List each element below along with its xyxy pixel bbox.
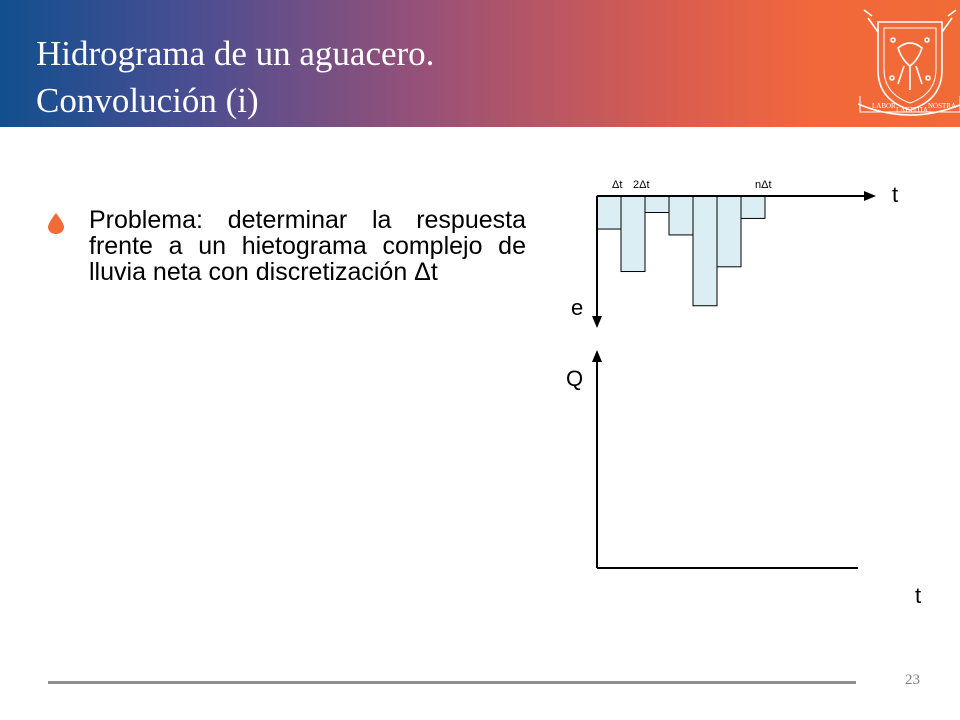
drop-bullet-icon (46, 212, 66, 234)
discharge-axis-arrowhead (592, 350, 602, 362)
crest-motto-3: NOSTRA (928, 102, 957, 110)
bullet-item (46, 207, 526, 285)
axis-label-e: e (571, 295, 584, 320)
university-crest-logo (838, 0, 960, 127)
top-axis-label-t: t (892, 182, 899, 207)
hyetograph-bar-2 (621, 196, 645, 272)
hyetograph-bar-4 (669, 196, 693, 235)
hyetograph-bar-1 (597, 196, 621, 229)
hyetograph-bars (597, 196, 765, 306)
top-time-axis-arrowhead (864, 191, 876, 201)
title-line-2: Convolución (i) (36, 81, 259, 120)
hyetograph-bar-5 (693, 196, 717, 306)
bottom-axis-label-t: t (915, 583, 922, 608)
crest-motto-1: LABOR (872, 102, 896, 110)
page-number: 23 (905, 672, 920, 688)
title-line-1: Hidrograma de un aguacero. (36, 34, 435, 73)
bullet-text: Problema: determinar la respuesta frente a un hietograma complejo de lluvia neta con discretización Δt (89, 206, 526, 286)
hyetograph-bar-3 (645, 196, 669, 213)
tick-label-ndt: nΔt (755, 179, 772, 191)
axis-label-q: Q (566, 366, 584, 391)
slide-title (36, 30, 596, 124)
footer-divider (48, 681, 856, 684)
tick-label-dt: Δt (612, 179, 623, 191)
tick-label-2dt: 2Δt (633, 179, 650, 191)
rain-axis-arrowhead (592, 316, 602, 328)
hyetograph-bar-7 (741, 196, 765, 218)
hyetograph-bar-6 (717, 196, 741, 267)
crest-motto-2: LAETITIA (896, 106, 928, 114)
bullet-list (46, 207, 526, 285)
